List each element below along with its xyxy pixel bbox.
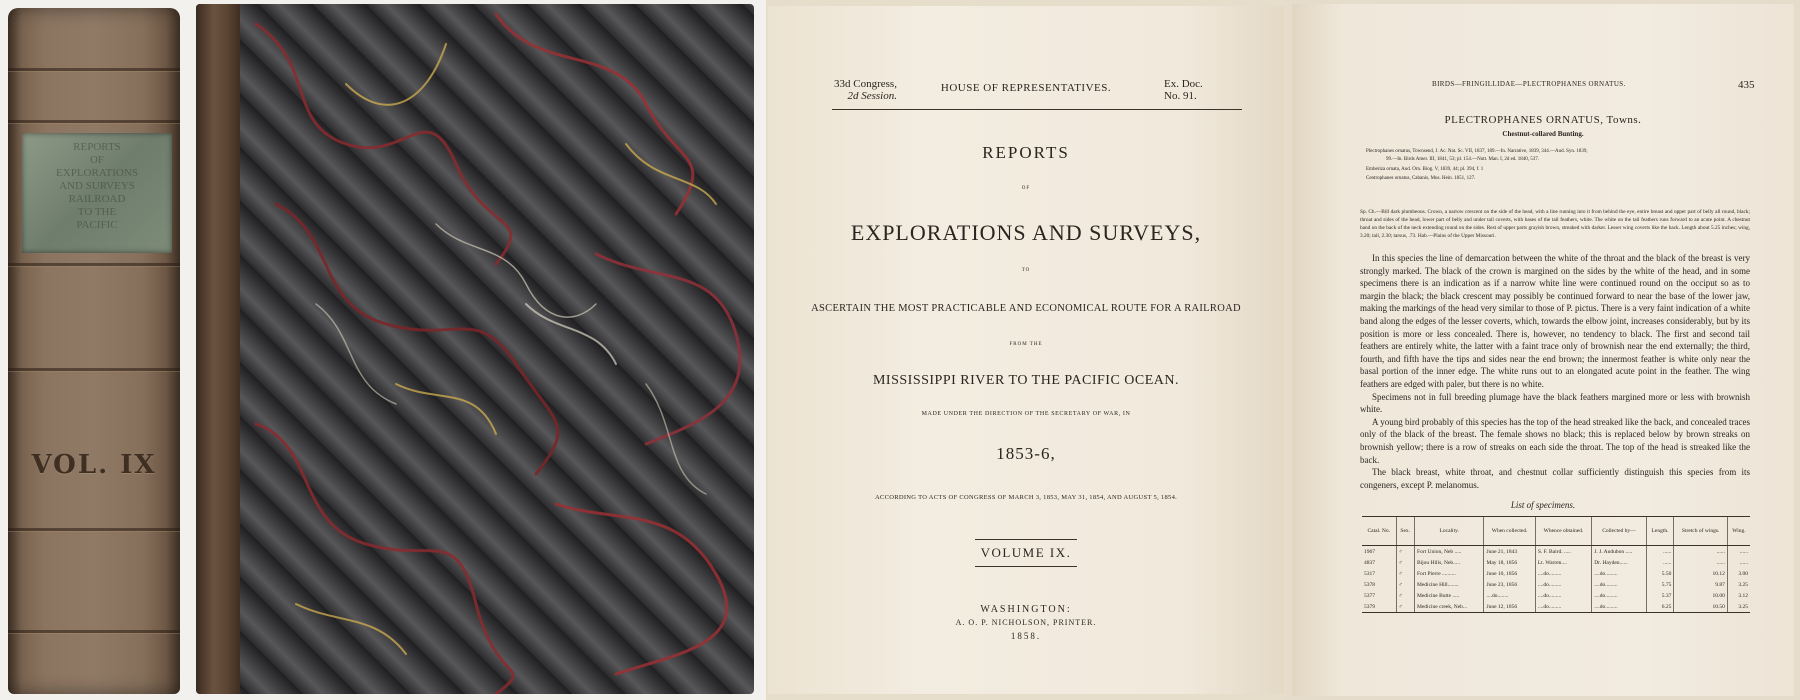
table-cell: Fort Union, Neb ..... <box>1414 546 1483 558</box>
paragraph: The black breast, white throat, and chestnut collar sufficiently distinguish this species from its congeners, except P. melanomus. <box>1360 467 1750 490</box>
title-ascertain: ASCERTAIN THE MOST PRACTICABLE AND ECONOMICAL ROUTE FOR A RAILROAD <box>811 303 1241 314</box>
table-cell: 3.12 <box>1727 590 1750 601</box>
table-cell: May 18, 1856 <box>1484 557 1535 568</box>
house-heading: HOUSE OF REPRESENTATIVES. <box>940 82 1112 94</box>
table-cell: ....do........ <box>1484 590 1535 601</box>
header-rule <box>832 109 1242 110</box>
body-text <box>1360 252 1750 491</box>
column-header: Stretch of wings. <box>1674 517 1728 546</box>
table-cell: ....do......... <box>1592 590 1646 601</box>
table-cell: 10.50 <box>1674 601 1728 613</box>
table-row <box>1362 590 1750 601</box>
leather-spine <box>8 8 180 694</box>
table-cell: 6.25 <box>1646 601 1674 613</box>
cover-spine-edge <box>196 4 240 694</box>
imprint-place: WASHINGTON: <box>980 604 1072 615</box>
title-reports: REPORTS <box>982 143 1070 162</box>
spine-band <box>8 630 180 633</box>
list-title: List of specimens. <box>1510 500 1576 510</box>
title-acts: ACCORDING TO ACTS OF CONGRESS OF MARCH 3, 1853, MAY 31, 1854, AND AUGUST 5, 1854. <box>874 494 1178 501</box>
table-cell: 1967 <box>1364 548 1375 555</box>
table-cell: ...... <box>1674 546 1728 558</box>
volume-rule-bottom <box>975 566 1077 567</box>
paragraph: In this species the line of demarcation between the white of the throat and the black of the breast is very strongly marked. The black of the crown is margined on the sides by the white of the head, and in some specimens there is an indication as if a narrow white line were continued round on the occiput so as to margin the black; the black crescent may possibly be continued forward to near the base of the lower jaw, making the markings of the head very similar to those of P. pictus. There is a very faint indication of a white band along the edges of the lesser coverts, which, towards the elbow joint, increases considerably, but by its position is more or less concealed. There is, however, no tendency to black. The first and second tail feathers are entirely white, the latter with a faint trace only of brownish near the end externally; the third, fourth, and fifth have the tips and sides near the end brown; the innermost feather is white only near the basal portion of the inner edge. The white runs out to an elongated acute point in the feather. The wing feathers are edged with paler, but there is no white. <box>1360 253 1750 389</box>
table-cell: ...... <box>1646 546 1674 558</box>
column-header: Whence obtained. <box>1535 517 1591 546</box>
table-cell: June 21, 1843 <box>1484 546 1535 558</box>
table-cell: Fort Pierre .......... <box>1414 568 1483 579</box>
table-cell: ....do......... <box>1535 601 1591 613</box>
table-cell: 10.12 <box>1674 568 1728 579</box>
table-row <box>1362 546 1750 558</box>
table-cell: ...... <box>1727 546 1750 558</box>
synonymy-line: Emberiza ornata, Aud. Orn. Biog. V, 1839, 44; pl. 394, f. 1 <box>1366 167 1484 172</box>
table-cell: 5379 <box>1362 601 1396 613</box>
spine-band <box>8 368 180 371</box>
paragraph: A young bird probably of this species has the top of the head streaked like the back, and concealed traces only of the black of the breast. The female shows no black; this is replaced below by brown streaks on brownish yellow; there is a row of streaks on each side the throat. The top of the head is streaked like the back. <box>1360 416 1750 465</box>
column-header: Locality. <box>1414 517 1483 546</box>
table-cell: ....do......... <box>1535 590 1591 601</box>
common-name: Chestnut-collared Bunting. <box>1502 130 1584 138</box>
spine-band <box>8 263 180 266</box>
table-cell: ♂ <box>1396 546 1414 558</box>
column-header: Collected by— <box>1592 517 1646 546</box>
spine-label-line: RAILROAD <box>68 193 126 205</box>
table-cell: June 10, 1856 <box>1484 568 1535 579</box>
title-mississippi: MISSISSIPPI RIVER TO THE PACIFIC OCEAN. <box>872 373 1180 388</box>
table-cell: ...... <box>1646 557 1674 568</box>
table-cell: S. F. Baird. ..... <box>1535 546 1591 558</box>
imprint-printer: A. O. P. NICHOLSON, PRINTER. <box>955 618 1097 627</box>
page-number: 435 <box>1738 79 1755 91</box>
title-page-photo <box>766 0 1286 700</box>
table-cell: ....do......... <box>1535 568 1591 579</box>
table-cell: 5377 <box>1364 592 1375 599</box>
table-cell: ♂ <box>1396 557 1414 568</box>
spine-volume-label: VOL. IX <box>31 450 157 480</box>
title-made-under: MADE UNDER THE DIRECTION OF THE SECRETARY OF WAR, IN <box>921 411 1131 417</box>
table-cell: ....do......... <box>1592 601 1646 613</box>
table-cell: 3.25 <box>1727 601 1750 613</box>
synonymy-line: Centrophanes ornatus, Cabanis, Mus. Hein. 1851, 127. <box>1366 176 1476 181</box>
table-cell: ...... <box>1674 557 1728 568</box>
table-cell: June 23, 1856 <box>1484 579 1535 590</box>
session-line: 2d Session. <box>847 90 897 102</box>
table-cell: ♂ <box>1396 579 1414 590</box>
book-spine-photo <box>0 0 190 700</box>
table-header-row <box>1362 517 1750 546</box>
table-cell: 5.50 <box>1646 568 1674 579</box>
spine-label-line: AND SURVEYS <box>59 180 135 192</box>
spine-label-line: REPORTS <box>73 141 121 153</box>
spine-band <box>8 68 180 71</box>
table-row <box>1362 579 1750 590</box>
spine-label-line: EXPLORATIONS <box>56 167 138 179</box>
marbling-veins <box>196 4 754 694</box>
table-cell: 3.00 <box>1727 568 1750 579</box>
marbled-board <box>196 4 754 694</box>
species-description: Sp. Ch.—Bill dark plumbeous. Crown, a narrow crescent on the side of the head, with a line running into it from behind the eye, entire breast and upper part of belly all round, black; throat and sides of the head, lower part of belly and under tail coverts, with bases of the tail feathers, white. The white on the tail feathers runs forward to an acute point. A chestnut band on the back of the neck extending round on the sides. Rest of upper parts grayish brown, streaked with darker. Lesser wing coverts like the back. Length about 5.25 inches; wing, 3.20; tail, 2.30; tarsus, .73. Hab.—Plains of the Upper Missouri. <box>1360 209 1750 239</box>
table-cell: ....do......... <box>1592 568 1646 579</box>
title-years: 1853-6, <box>996 444 1056 463</box>
content-page-photo <box>1286 0 1800 700</box>
table-cell: 4837 <box>1364 559 1375 566</box>
column-header: Wing. <box>1727 517 1750 546</box>
spine-label-line: TO THE <box>77 206 117 218</box>
table-cell: 5317 <box>1364 570 1375 577</box>
doc-number-line: No. 91. <box>1164 90 1197 102</box>
title-volume: VOLUME IX. <box>980 545 1072 560</box>
imprint-year: 1858. <box>1010 631 1042 641</box>
congress-line: 33d Congress, <box>834 78 897 90</box>
title-page <box>768 6 1284 694</box>
spine-band <box>8 528 180 531</box>
table-cell: 3.25 <box>1727 579 1750 590</box>
table-cell: Medicine creek, Neb... <box>1414 601 1483 613</box>
table-cell: ♂ <box>1396 601 1414 613</box>
title-of: OF <box>1021 186 1031 191</box>
specimens-table <box>1362 516 1750 613</box>
title-to: TO <box>1021 268 1031 273</box>
table-row <box>1362 568 1750 579</box>
table-cell: Medicine Hill........ <box>1414 579 1483 590</box>
table-row <box>1362 601 1750 613</box>
table-cell: ....do......... <box>1592 579 1646 590</box>
column-header: Sex. <box>1396 517 1414 546</box>
table-cell: ....do......... <box>1535 579 1591 590</box>
table-cell: June 12, 1856 <box>1484 601 1535 613</box>
table-cell: ♂ <box>1396 568 1414 579</box>
table-row <box>1362 557 1750 568</box>
synonymy-line: 99.—In. Birds Amer. III, 1841, 53; pl. 154.—Nutt. Man. I, 2d ed. 1840, 537. <box>1386 157 1540 162</box>
table-cell: 5378 <box>1364 581 1375 588</box>
table-cell: 9.87 <box>1674 579 1728 590</box>
running-head: BIRDS—FRINGILLIDAE—PLECTROPHANES ORNATUS. <box>1432 80 1626 88</box>
column-header: When collected. <box>1484 517 1535 546</box>
table-cell: Dr. Hayden...... <box>1592 557 1646 568</box>
table-cell: ...... <box>1727 557 1750 568</box>
marbled-cover-photo <box>190 0 762 700</box>
table-cell: 5.37 <box>1646 590 1674 601</box>
table-cell: 10.00 <box>1674 590 1728 601</box>
spine-title-label <box>22 133 172 253</box>
volume-rule-top <box>975 539 1077 540</box>
table-cell: Bijou Hills, Neb..... <box>1414 557 1483 568</box>
species-title: PLECTROPHANES ORNATUS, Towns. <box>1444 114 1642 126</box>
content-page <box>1292 4 1794 696</box>
table-cell: ♂ <box>1396 590 1414 601</box>
column-header: Length. <box>1646 517 1674 546</box>
paragraph: Specimens not in full breeding plumage have the black feathers margined more or less with brownish white. <box>1360 391 1750 415</box>
spine-band <box>8 120 180 123</box>
synonymy-line: Plectrophanes ornatus, Townsend, J. Ac. Nat. Sc. VII, 1837, 189.—In. Narrative, 1839, 344.—Aud. Syn. 1839, <box>1366 149 1588 154</box>
spine-label-line: OF <box>89 154 105 166</box>
table-cell: Medicine Butte ..... <box>1414 590 1483 601</box>
spine-label-line: PACIFIC <box>76 219 118 231</box>
table-cell: J. J. Audubon ..... <box>1592 546 1646 558</box>
document-number <box>1164 78 1203 102</box>
doc-line: Ex. Doc. <box>1164 78 1203 90</box>
table-cell: Lt. Warren.... <box>1535 557 1591 568</box>
column-header: Catal. No. <box>1362 517 1396 546</box>
title-from-the: FROM THE <box>1009 342 1043 347</box>
title-explorations: EXPLORATIONS AND SURVEYS, <box>850 220 1202 245</box>
table-cell: 5.75 <box>1646 579 1674 590</box>
